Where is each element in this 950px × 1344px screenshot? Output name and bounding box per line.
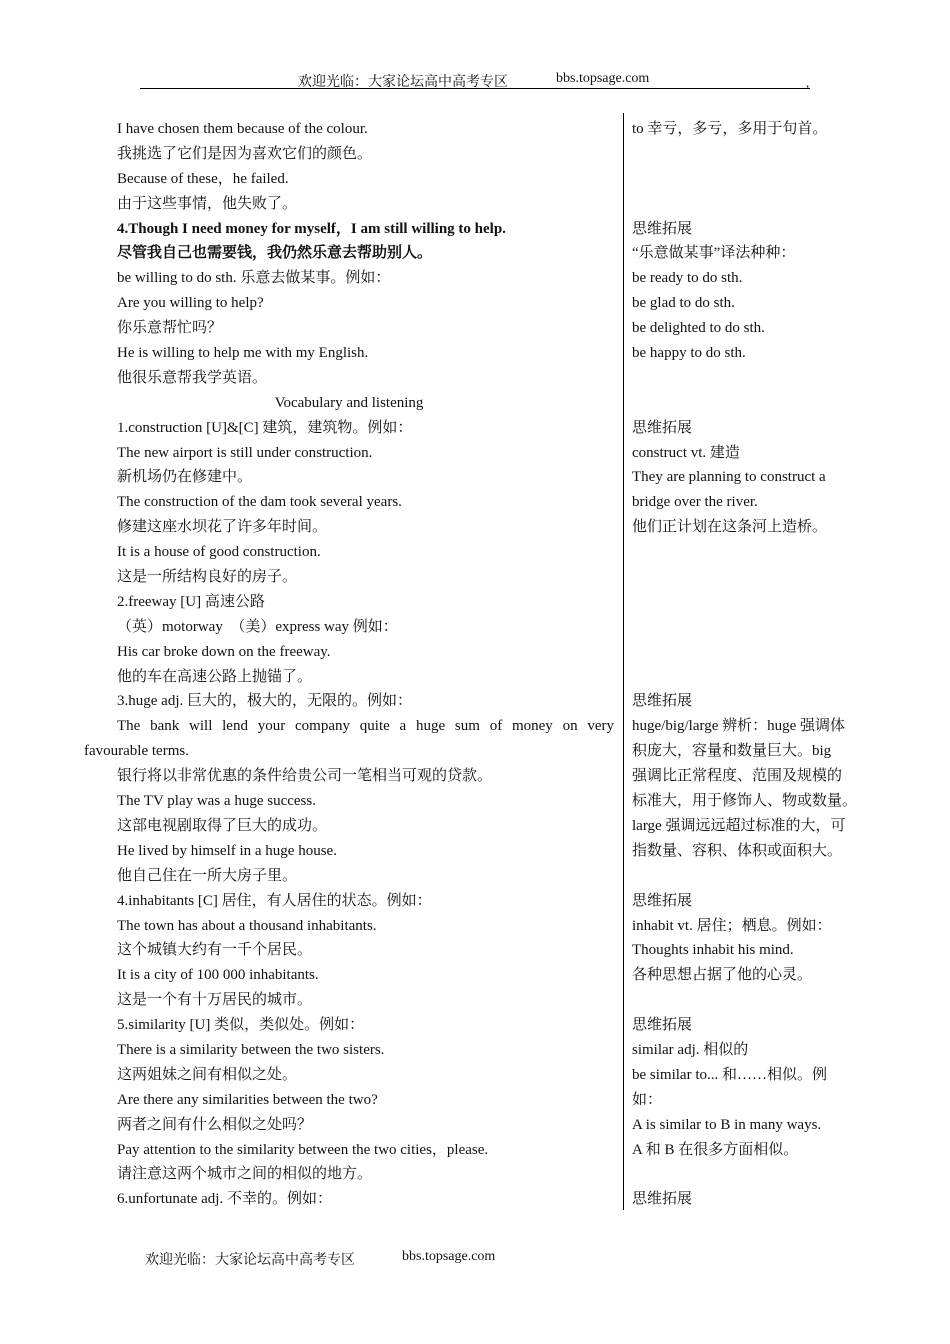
note-line — [632, 665, 868, 690]
text-line: He is willing to help me with my English. — [117, 345, 369, 362]
note-line: 思维拓展 — [632, 1191, 693, 1208]
note-line: be similar to... 和……相似。例 — [632, 1066, 827, 1083]
header-text: 欢迎光临：大家论坛高中高考专区 — [298, 75, 508, 90]
text-line: 4.Though I need money for myself，I am still willing to help. — [117, 220, 506, 237]
text-line: 请注意这两个城市之间的相似的地方。 — [117, 1166, 373, 1183]
note-line — [632, 1162, 868, 1187]
text-line: Because of these，he failed. — [117, 170, 289, 187]
note-line — [632, 540, 868, 565]
note-line: They are planning to construct a — [632, 469, 826, 486]
note-line — [632, 590, 868, 615]
note-line: 思维拓展 — [632, 220, 693, 237]
text-line: Vocabulary and listening — [274, 394, 424, 411]
note-line: be delighted to do sth. — [632, 320, 765, 337]
note-line: be ready to do sth. — [632, 270, 743, 287]
text-line: The TV play was a huge success. — [117, 793, 316, 810]
text-line: 你乐意帮忙吗？ — [117, 320, 223, 337]
text-line: Are you willing to help? — [117, 295, 264, 312]
note-line — [632, 391, 868, 416]
text-line: The new airport is still under construction. — [117, 444, 373, 461]
text-line: 2.freeway [U] 高速公路 — [117, 593, 265, 610]
text-line: 尽管我自己也需要钱，我仍然乐意去帮助别人。 — [117, 245, 433, 262]
text-line: 两者之间有什么相似之处吗？ — [117, 1116, 313, 1133]
text-line: 他的车在高速公路上抛锚了。 — [117, 668, 313, 685]
note-line: large 强调远远超过标准的大，可 — [632, 817, 846, 834]
text-line: 这是一个有十万居民的城市。 — [117, 992, 313, 1009]
text-line: 1.construction [U]&[C] 建筑，建筑物。例如： — [117, 419, 413, 436]
note-line: 思维拓展 — [632, 693, 693, 710]
text-line: be willing to do sth. 乐意去做某事。例如： — [117, 270, 391, 287]
note-line — [632, 565, 868, 590]
text-line: 他很乐意帮我学英语。 — [117, 369, 268, 386]
note-line: A is similar to B in many ways. — [632, 1116, 822, 1133]
text-line: The construction of the dam took several years. — [117, 494, 402, 511]
note-line: 标准大，用于修饰人、物或数量。 — [632, 793, 858, 810]
note-line: Thoughts inhabit his mind. — [632, 942, 794, 959]
note-line — [632, 366, 868, 391]
text-line: 银行将以非常优惠的条件给贵公司一笔相当可观的贷款。 — [117, 768, 493, 785]
note-line: huge/big/large 辨析：huge 强调体 — [632, 718, 846, 735]
text-line: Pay attention to the similarity between the two cities，please. — [117, 1141, 489, 1158]
note-line: 他们正计划在这条河上造桥。 — [632, 519, 828, 536]
note-line: 积庞大，容量和数量巨大。big — [632, 743, 832, 760]
column-divider — [623, 113, 624, 1210]
text-line: 新机场仍在修建中。 — [117, 469, 253, 486]
text-line: Are there any similarities between the two? — [117, 1091, 378, 1108]
text-line: His car broke down on the freeway. — [117, 643, 331, 660]
text-line: 我挑选了它们是因为喜欢它们的颜色。 — [117, 145, 373, 162]
note-line: “乐意做某事”译法种种： — [632, 245, 796, 262]
text-line: He lived by himself in a huge house. — [117, 842, 337, 859]
note-line: be glad to do sth. — [632, 295, 735, 312]
text-line: There is a similarity between the two sisters. — [117, 1041, 385, 1058]
note-line: inhabit vt. 居住；栖息。例如： — [632, 917, 832, 934]
note-line: 指数量、容积、体积或面积大。 — [632, 842, 843, 859]
note-line — [632, 864, 868, 889]
note-line: be happy to do sth. — [632, 345, 746, 362]
text-line: 3.huge adj. 巨大的，极大的，无限的。例如： — [117, 693, 412, 710]
text-line: 这两姐妹之间有相似之处。 — [117, 1066, 298, 1083]
note-line: construct vt. 建造 — [632, 444, 740, 461]
header-mark: , — [806, 75, 810, 90]
note-line: similar adj. 相似的 — [632, 1041, 749, 1058]
note-line: 强调比正常程度、范围及规模的 — [632, 768, 843, 785]
text-line: （英）motorway （美）express way 例如： — [117, 618, 398, 635]
note-line: A 和 B 在很多方面相似。 — [632, 1141, 799, 1158]
text-line: 5.similarity [U] 类似，类似处。例如： — [117, 1017, 365, 1034]
text-line: 这是一所结构良好的房子。 — [117, 569, 298, 586]
note-line — [632, 615, 868, 640]
text-line: favourable terms. — [84, 743, 189, 760]
main-column — [84, 117, 614, 1212]
footer-text: 欢迎光临：大家论坛高中高考专区 — [145, 1253, 355, 1268]
text-line: 修建这座水坝花了许多年时间。 — [117, 519, 328, 536]
text-line: 这个城镇大约有一千个居民。 — [117, 942, 313, 959]
note-line: bridge over the river. — [632, 494, 758, 511]
note-line — [632, 192, 868, 217]
note-line — [632, 988, 868, 1013]
text-line: 这部电视剧取得了巨大的成功。 — [117, 817, 328, 834]
footer-url: bbs.topsage.com — [402, 1249, 496, 1264]
header-rule — [140, 88, 810, 89]
notes-column — [632, 117, 868, 1212]
text-line: I have chosen them because of the colour. — [117, 121, 368, 137]
note-line: to 幸亏，多亏，多用于句首。 — [632, 121, 828, 137]
note-line — [632, 167, 868, 192]
text-line: 4.inhabitants [C] 居住，有人居住的状态。例如： — [117, 892, 432, 909]
note-line: 思维拓展 — [632, 892, 693, 909]
text-line: It is a city of 100 000 inhabitants. — [117, 967, 319, 984]
note-line: 思维拓展 — [632, 1017, 693, 1034]
text-line: 他自己住在一所大房子里。 — [117, 867, 298, 884]
note-line — [632, 640, 868, 665]
text-line: 6.unfortunate adj. 不幸的。例如： — [117, 1191, 332, 1208]
text-line: The town has about a thousand inhabitants. — [117, 917, 377, 934]
header-url: bbs.topsage.com — [556, 71, 650, 86]
note-line: 如： — [632, 1091, 663, 1108]
note-line: 各种思想占据了他的心灵。 — [632, 967, 813, 984]
note-line: 思维拓展 — [632, 419, 693, 436]
text-line: The bank will lend your company quite a huge sum of money on very — [117, 718, 614, 735]
note-line — [632, 142, 868, 167]
text-line: It is a house of good construction. — [117, 544, 321, 561]
text-line: 由于这些事情，他失败了。 — [117, 195, 298, 212]
